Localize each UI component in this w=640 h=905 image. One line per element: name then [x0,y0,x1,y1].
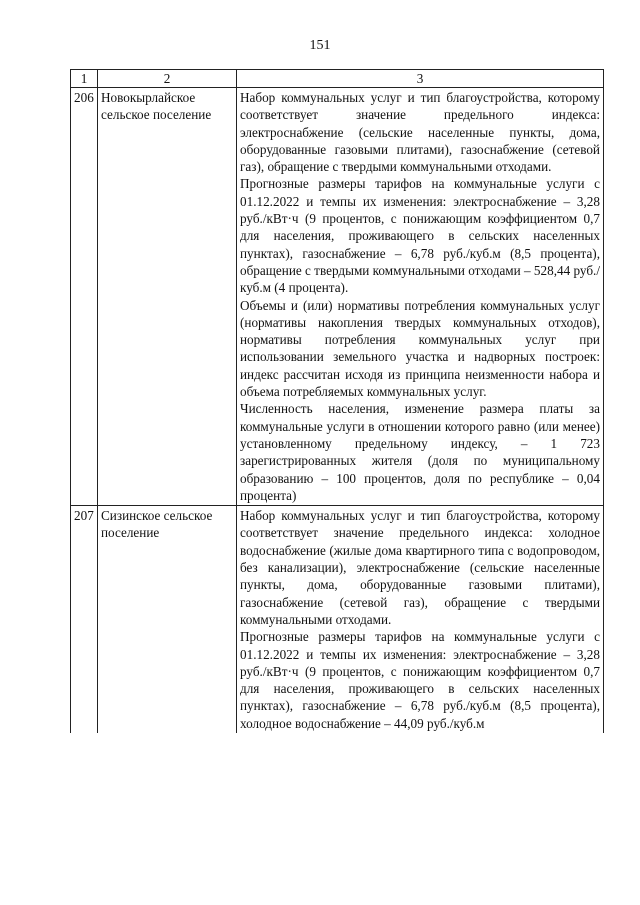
settlement-name: Сизинское сельское поселение [98,506,237,733]
tariff-table [70,69,604,733]
row-description [237,506,604,733]
paragraph: Объемы и (или) нормативы потребления коммунальных услуг (нормативы накопления твердых коммунальных отходов), нормативы потребления коммунальных услуг при использовании земельного участка и надворных построек: индекс рассчитан исходя из принципа неизменности набора и объема потребляемых коммунальных услуг. [240,297,600,400]
column-header: 1 [71,70,98,88]
column-header: 2 [98,70,237,88]
paragraph: Набор коммунальных услуг и тип благоустройства, которому соответствует значение предельного индекса: электроснабжение (сельские населенные пункты, дома, оборудованные газовыми плитами), газоснабжение (сетевой газ), обращение с твердыми коммунальными отходами. [240,90,600,175]
page-number: 151 [309,38,331,53]
paragraph: Прогнозные размеры тарифов на коммунальные услуги с 01.12.2022 и темпы их изменения: электроснабжение – 3,28 руб./кВт·ч (9 процентов, с понижающим коэффициентом 0,7 для населения, проживающего в сельских населенных пунктах), газоснабжение – 6,78 руб./куб.м (8,5 процента), обращение с твердыми коммунальными отходами – 528,44 руб./куб.м (4 процента). [240,176,600,296]
paragraph: Набор коммунальных услуг и тип благоустройства, которому соответствует значение предельного индекса: холодное водоснабжение (жилые дома квартирного типа с водопроводом, без канализации), электроснабжение (сельские населенные пункты, дома, оборудованные газовыми плитами), газоснабжение (сетевой газ), обращение с твердыми коммунальными отходами. [240,508,600,627]
row-description [237,88,604,506]
row-number: 207 [71,506,98,733]
settlement-name: Новокырлайское сельское поселение [98,88,237,506]
header-row [71,70,604,88]
paragraph: Численность населения, изменение размера платы за коммунальные услуги в отношении которого равно (или менее) установленному предельному индексу, – 1 723 зарегистрированных жителя (доля по муниципальному образованию – 100 процентов, доля по республике – 0,04 процента) [240,401,600,503]
column-header: 3 [237,70,604,88]
row-number: 206 [71,88,98,506]
paragraph: Прогнозные размеры тарифов на коммунальные услуги с 01.12.2022 и темпы их изменения: электроснабжение – 3,28 руб./кВт·ч (9 процентов, с понижающим коэффициентом 0,7 для населения, проживающего в сельских населенных пунктах), газоснабжение – 6,78 руб./куб.м (8,5 процента), холодное водоснабжение – 44,09 руб./куб.м [240,629,600,731]
table-row [71,88,604,506]
table-row [71,506,604,733]
